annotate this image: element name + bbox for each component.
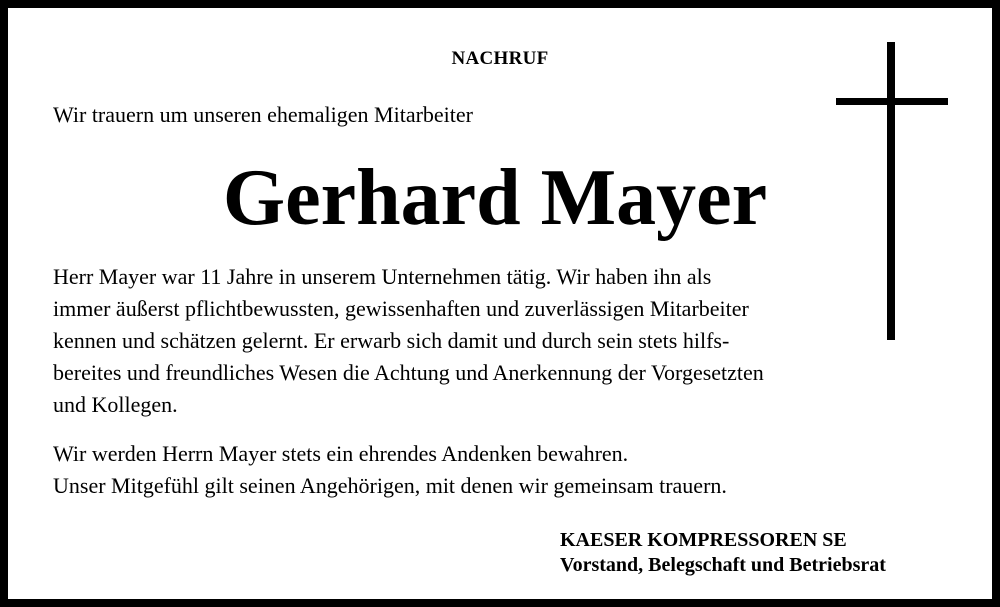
intro-line: Wir trauern um unseren ehemaligen Mitarbeiter bbox=[53, 102, 473, 127]
signature-department: Vorstand, Belegschaft und Betriebsrat bbox=[560, 554, 886, 576]
paragraph-line: und Kollegen. bbox=[53, 392, 178, 417]
paragraph-line: Herr Mayer war 11 Jahre in unserem Unternehmen tätig. Wir haben ihn als bbox=[53, 264, 712, 289]
signature-company: KAESER KOMPRESSOREN SE bbox=[560, 529, 847, 551]
paragraph-line: immer äußerst pflichtbewussten, gewissenhaften und zuverlässigen Mitarbeiter bbox=[53, 296, 749, 321]
cross-horizontal-bar bbox=[836, 98, 948, 105]
deceased-name: Gerhard Mayer bbox=[222, 154, 768, 242]
paragraph-line: bereites und freundliches Wesen die Achtung und Anerkennung der Vorgesetzten bbox=[53, 360, 764, 385]
paragraph-line: kennen und schätzen gelernt. Er erwarb sich damit und durch sein stets hilfs- bbox=[53, 328, 730, 353]
condolence-paragraph bbox=[53, 438, 727, 502]
paragraph-line: Unser Mitgefühl gilt seinen Angehörigen, mit denen wir gemeinsam trauern. bbox=[53, 473, 727, 498]
notice-heading: NACHRUF bbox=[451, 48, 549, 69]
signature-block bbox=[560, 528, 886, 578]
tribute-paragraph bbox=[53, 261, 764, 421]
paragraph-line: Wir werden Herrn Mayer stets ein ehrendes Andenken bewahren. bbox=[53, 441, 629, 466]
